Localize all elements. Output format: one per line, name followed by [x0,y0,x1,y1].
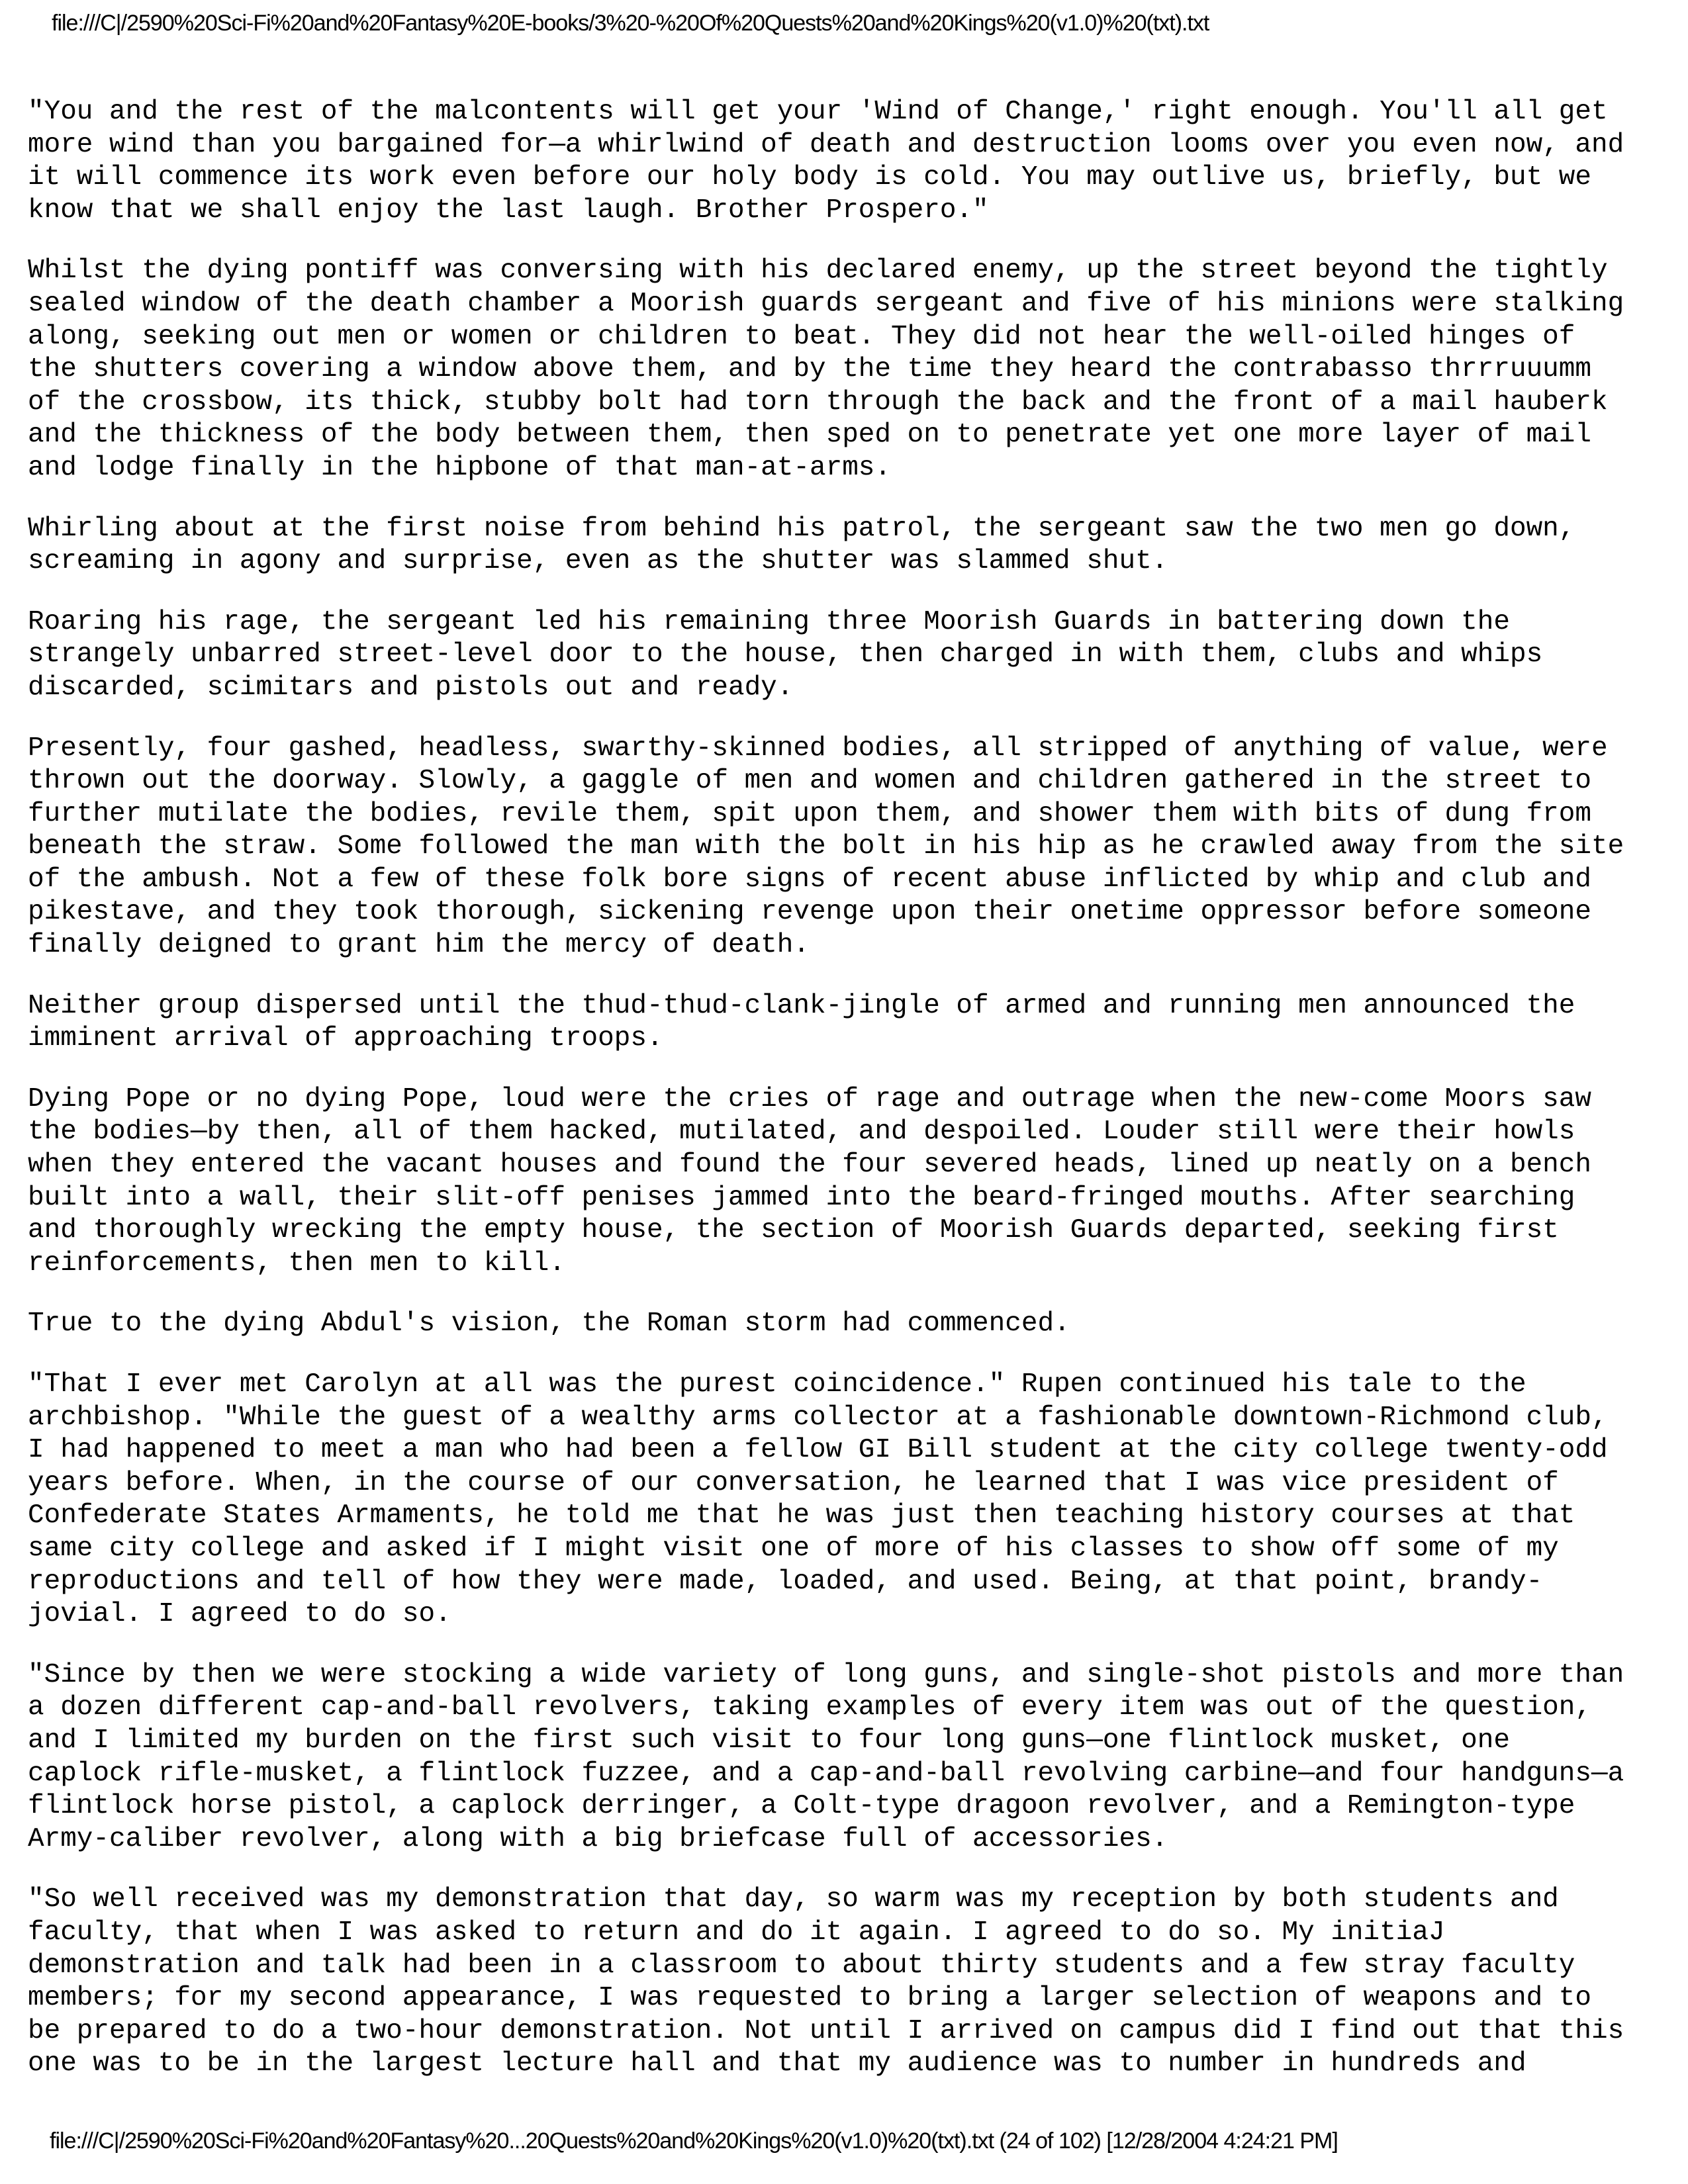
paragraph-6: Neither group dispersed until the thud-thud-clank-jingle of armed and running men announced the imminent arrival of approaching troops. [28,990,1575,1054]
paragraph-5: Presently, four gashed, headless, swarthy-skinned bodies, all stripped of anything of value, were thrown out the doorway. Slowly, a gaggle of men and women and children gathered in the street to further mutilate the bodies, revile them, spit upon them, and shower them with bits of dung from beneath the straw. Some followed the man with the bolt in his hip as he crawled away from the site of the ambush. Not a few of these folk bore signs of recent abuse inflicted by whip and club and pikestave, and they took thorough, sickening revenge upon their onetime oppressor before someone finally deigned to grant him the mercy of death. [28,733,1624,961]
paragraph-9: "That I ever met Carolyn at all was the purest coincidence." Rupen continued his tale to the archbishop. "While the guest of a wealthy arms collector at a fashionable downtown-Richmond club, I had happened to meet a man who had been a fellow GI Bill student at the city college twenty-odd years before. When, in the course of our conversation, he learned that I was vice president of Confederate States Armaments, he told me that he was just then teaching history courses at that same city college and asked if I might visit one of more of his classes to show off some of my reproductions and tell of how they were made, loaded, and used. Being, at that point, brandy- jovial. I agreed to do so. [28,1369,1608,1630]
paragraph-1: "You and the rest of the malcontents will get your 'Wind of Change,' right enough. You'll all get more wind than you bargained for—a whirlwind of death and destruction looms over you even now, and it will commence its work even before our holy body is cold. You may outlive us, briefly, but we know that we shall enjoy the last laugh. Brother Prospero." [28,97,1624,226]
document-body [28,96,1663,2109]
page-header-url: file:///C|/2590%20Sci-Fi%20and%20Fantasy%20E-books/3%20-%20Of%20Quests%20and%20Kings%20(v1.0)%20(txt).txt [52,11,1209,36]
paragraph-8: True to the dying Abdul's vision, the Roman storm had commenced. [28,1308,1070,1340]
paragraph-4: Roaring his rage, the sergeant led his remaining three Moorish Guards in battering down the strangely unbarred street-level door to the house, then charged in with them, clubs and whips discarded, scimitars and pistols out and ready. [28,606,1543,703]
paragraph-7: Dying Pope or no dying Pope, loud were the cries of rage and outrage when the new-come Moors saw the bodies—by then, all of them hacked, mutilated, and despoiled. Louder still were their howls when they entered the vacant houses and found the four severed heads, lined up neatly on a bench built into a wall, their slit-off penises jammed into the beard-fringed mouths. After searching and thoroughly wrecking the empty house, the section of Moorish Guards departed, seeking first reinforcements, then men to kill. [28,1083,1591,1279]
paragraph-3: Whirling about at the first noise from behind his patrol, the sergeant saw the two men go down, screaming in agony and surprise, even as the shutter was slammed shut. [28,513,1575,577]
paragraph-10: "Since by then we were stocking a wide variety of long guns, and single-shot pistols and more than a dozen different cap-and-ball revolvers, taking examples of every item was out of the question, and I limited my burden on the first such visit to four long guns—one flintlock musket, one caplock rifle-musket, a flintlock fuzzee, and a cap-and-ball revolving carbine—and four handguns—a flintlock horse pistol, a caplock derringer, a Colt-type dragoon revolver, and a Remington-type Army-caliber revolver, along with a big briefcase full of accessories. [28,1659,1624,1854]
paragraph-11: "So well received was my demonstration that day, so warm was my reception by both students and faculty, that when I was asked to return and do it again. I agreed to do so. My initiaJ demonstration and talk had been in a classroom to about thirty students and a few stray faculty members; for my second appearance, I was requested to bring a larger selection of weapons and to be prepared to do a two-hour demonstration. Not until I arrived on campus did I find out that this one was to be in the largest lecture hall and that my audience was to number in hundreds and [28,1884,1624,2079]
paragraph-2: Whilst the dying pontiff was conversing with his declared enemy, up the street beyond the tightly sealed window of the death chamber a Moorish guards sergeant and five of his minions were stalking along, seeking out men or women or children to beat. They did not hear the well-oiled hinges of the shutters covering a window above them, and by the time they heard the contrabasso thrrruuumm of the crossbow, its thick, stubby bolt had torn through the back and the front of a mail hauberk and the thickness of the body between them, then sped on to penetrate yet one more layer of mail and lodge finally in the hipbone of that man-at-arms. [28,255,1624,483]
page-footer-url: file:///C|/2590%20Sci-Fi%20and%20Fantasy%20...20Quests%20and%20Kings%20(v1.0)%20(txt).txt (24 of 102) [12/28/2004 4:24:21 PM] [50,2128,1338,2154]
